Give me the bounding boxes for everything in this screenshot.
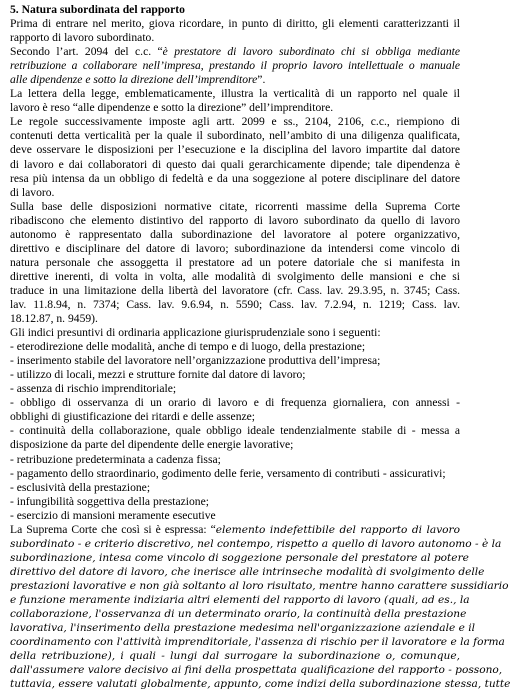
text-line — [10, 45, 460, 59]
text-line: Le regole successivamente imposte agli artt. 2099 e ss., 2104, 2106, c.c., riempiono di — [10, 115, 460, 129]
text-line — [10, 635, 505, 649]
text-line: - assenza di rischio imprenditoriale; — [10, 382, 177, 396]
text-line: 18.12.87, n. 9459). — [10, 312, 98, 326]
italic-text: prestazioni lavorative e non già soltanto al loro risultato, mentre hanno carattere sussidiario — [10, 579, 509, 592]
text-line — [10, 59, 460, 73]
text-line — [10, 677, 510, 691]
italic-text: lavorativa, l'inserimento della prestazione medesima nell'organizzazione aziendale e il — [10, 622, 476, 635]
text-line: autonomo è rappresentato dalla subordinazione del lavoratore al potere organizzativo, — [10, 227, 460, 241]
text-line — [10, 565, 485, 579]
text-line: di lavoro. — [10, 185, 55, 199]
paragraph — [10, 45, 460, 87]
italic-text: coordinamento con l'attività imprenditoriale, l'assenza di rischio per il lavoratore e la forma — [10, 636, 505, 649]
text-line: resa più intensa da un obbligo di fedeltà e da una soggezione al potere disciplinare del datore — [10, 171, 460, 185]
text-line: lavoro è reso “alle dipendenze e sotto la direzione” dell’imprenditore. — [10, 101, 334, 115]
text-line: - utilizzo di locali, mezzi e strutture fornite dal datore di lavoro; — [10, 368, 306, 382]
text-line: Gli indici presuntivi di ordinaria applicazione giurisprudenziale sono i seguenti: — [10, 326, 381, 340]
text-line — [10, 551, 469, 565]
text-line: - esclusività della prestazione; — [10, 480, 151, 494]
text-segment: Secondo l’art. 2094 del c.c. “ — [10, 45, 163, 59]
italic-text: subordinazione, intesa come vincolo di soggezione personale del prestatore al potere — [10, 551, 469, 564]
paragraph — [10, 200, 460, 326]
section-heading: 5. Natura subordinata del rapporto — [10, 3, 185, 16]
italic-text: della retribuzione), i quali - lungi dal surrogare la subordinazione o, comunque, — [10, 650, 460, 663]
text-line — [10, 607, 467, 621]
text-line — [10, 73, 460, 87]
text-line: Prima di entrare nel merito, giova ricordare, in punto di diritto, gli elementi caratterizzanti il — [10, 17, 460, 31]
italic-text: alle dipendenze e sotto la direzione dell’imprenditore — [10, 73, 258, 87]
italic-text: tuttavia, essere valutati globalmente, appunto, come indizi della subordinazione stessa, tutte — [10, 678, 510, 691]
paragraph — [10, 326, 460, 523]
text-line: ribadiscono che elemento distintivo del rapporto di lavoro subordinato da quello di lavoro — [10, 213, 460, 227]
text-line: - inserimento stabile del lavoratore nell’organizzazione produttiva dell’impresa; — [10, 354, 381, 368]
text-segment: ”. — [257, 73, 266, 87]
italic-text: è prestatore di lavoro subordinato chi si obbliga mediante — [162, 45, 460, 59]
italic-text: direttivo del datore di lavoro, che inerisce alle intrinseche modalità di svolgimento delle — [10, 565, 485, 578]
text-line: - esercizio di mansioni meramente esecutive — [10, 508, 216, 522]
section-body — [10, 17, 510, 691]
text-line — [10, 523, 460, 537]
text-line: contenuti detta verticalità per la quale il subordinato, nell’ambito di una diligenza qualificata, — [10, 129, 460, 143]
text-line: obblighi di giustificazione dei ritardi e delle assenze; — [10, 410, 255, 424]
text-line: - infungibilità soggettiva della prestazione; — [10, 494, 209, 508]
paragraph — [10, 522, 510, 691]
text-line: rapporto di lavoro subordinato. — [10, 31, 155, 45]
italic-text: dall'assumere valore decisivo ai fini della prospettata qualificazione del rapporto - possono, — [10, 664, 503, 677]
text-line: di lavoro e dai collaboratori di questo dai quali gerarchicamente dipende; tale dipendenza è — [10, 157, 460, 171]
text-line: - obbligo di osservanza di un orario di lavoro e di frequenza giornaliera, con annessi - — [10, 396, 460, 410]
text-line: La lettera della legge, emblematicamente, illustra la verticalità di un rapporto nel quale il — [10, 87, 460, 101]
italic-text: retribuzione a collaborare nell’impresa, prestando il proprio lavoro intellettuale o manuale — [10, 59, 460, 73]
italic-text: subordinato - e criterio discretivo, nel contempo, rispetto a quello di lavoro autonomo - è la — [10, 537, 502, 550]
text-line: direttivo e disciplinare del datore di lavoro; subordinazione da intendersi come vincolo di — [10, 241, 460, 255]
text-line: - continuità della collaborazione, quale obbligo ideale tendenzialmente stabile di - messa a — [10, 424, 460, 438]
paragraph — [10, 17, 460, 45]
text-line — [10, 579, 509, 593]
paragraph — [10, 87, 460, 115]
text-line: natura personale che assoggetta il prestatore ad un potere datoriale che si manifesta in — [10, 255, 460, 269]
italic-text: collaborazione, l'osservanza di un determinato orario, la continuità della prestazione — [10, 608, 467, 621]
text-line: direttive inerenti, di volta in volta, alle modalità di svolgimento delle mansioni e che si — [10, 269, 460, 283]
paragraph — [10, 115, 460, 199]
italic-text: elemento indefettibile del rapporto di lavoro — [215, 523, 461, 536]
text-line: - retribuzione predeterminata a cadenza fissa; — [10, 452, 221, 466]
text-line: traduce in una limitazione della libertà del lavoratore (cfr. Cass. lav. 29.3.95, n. 3745; Cass. — [10, 283, 460, 297]
text-line — [10, 593, 470, 607]
text-line: Sulla base delle disposizioni normative citate, ricorrenti massime della Suprema Corte — [10, 199, 460, 213]
text-line: - eterodirezione delle modalità, anche di tempo e di luogo, della prestazione; — [10, 340, 366, 354]
text-line — [10, 649, 460, 663]
text-segment: La Suprema Corte che così si è espressa: “ — [10, 522, 216, 536]
text-line — [10, 663, 503, 677]
text-line: disposizione da parte del dipendente delle energie lavorative; — [10, 438, 294, 452]
italic-text: e funzione meramente indiziaria altri elementi del rapporto di lavoro (quali, ad es., la — [10, 593, 470, 606]
text-line — [10, 621, 476, 635]
text-line: deve osservare le disposizioni per l’esecuzione e la disciplina del lavoro impartite dal datore — [10, 143, 460, 157]
text-line: - pagamento dello straordinario, godimento delle ferie, versamento di contributi - assicurativi; — [10, 466, 446, 480]
text-line: lav. 11.8.94, n. 7374; Cass. lav. 9.6.94, n. 5590; Cass. lav. 7.2.94, n. 1219; Cass. lav. — [10, 297, 460, 311]
text-line — [10, 537, 502, 551]
